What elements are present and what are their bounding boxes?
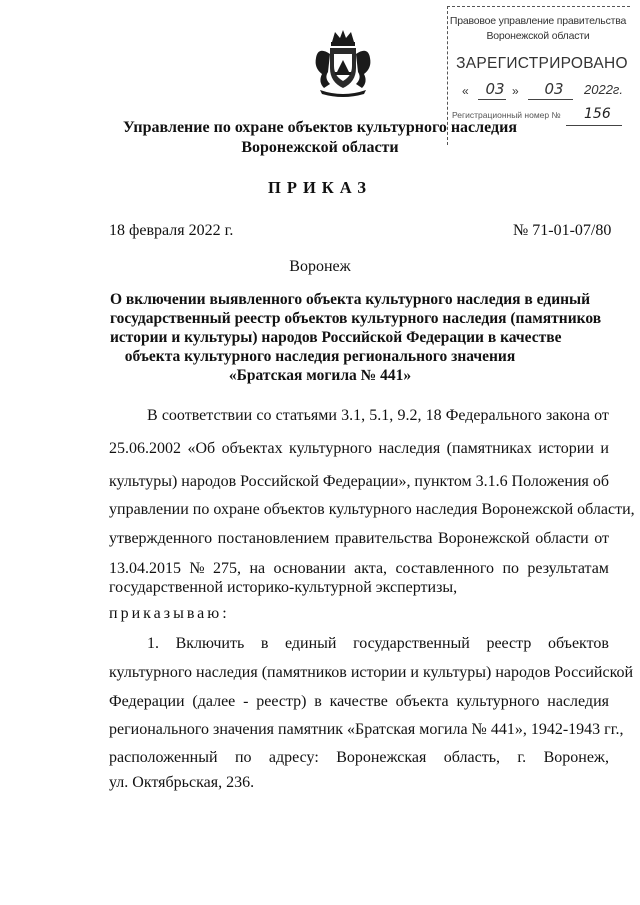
- word: 1.: [147, 635, 159, 652]
- body-line: управлении по охране объектов культурного наследия Воронежской области,: [109, 501, 635, 518]
- word: постановлением: [217, 530, 330, 547]
- word: Воронеж,: [543, 749, 609, 766]
- word: расположенный: [109, 749, 218, 766]
- word: качестве: [329, 693, 388, 710]
- item-line: регионального значения памятник «Братская могила № 441», 1942-1943 гг.,: [109, 721, 624, 738]
- body-line: [109, 405, 609, 427]
- word: на: [249, 560, 266, 577]
- word: единый: [285, 635, 337, 652]
- word: реестр): [256, 693, 307, 710]
- word: «Об: [187, 440, 216, 457]
- word: культурного: [289, 440, 373, 457]
- subject-line: О включении выявленного объекта культурного наследия в единый: [110, 291, 591, 308]
- word: составленного: [395, 560, 495, 577]
- word: в: [260, 635, 269, 652]
- word: -: [243, 693, 249, 710]
- word: 13.04.2015: [109, 560, 181, 577]
- word: 5.1,: [369, 407, 394, 424]
- word: результатам: [527, 560, 609, 577]
- word: объекта: [395, 693, 449, 710]
- subject-line: истории и культуры) народов Российской Федерации в качестве: [110, 329, 562, 346]
- stamp-quote-close: »: [512, 84, 519, 98]
- word: в: [314, 693, 322, 710]
- body-line: [109, 471, 609, 493]
- word: государственный: [353, 635, 470, 652]
- department-name-line1: Управление по охране объектов культурного наследия: [123, 119, 517, 136]
- word: наследия: [547, 693, 609, 710]
- word: от: [594, 407, 609, 424]
- item-line: [109, 633, 609, 655]
- word: по: [234, 749, 252, 766]
- word: объектах: [221, 440, 283, 457]
- order-city: Воронеж: [289, 258, 351, 275]
- word: №: [189, 560, 205, 577]
- body-line: государственной историко-культурной экспертизы,: [109, 579, 458, 596]
- word: В: [147, 407, 158, 424]
- coat-of-arms-emblem: [310, 28, 376, 98]
- order-word: приказываю:: [109, 605, 230, 622]
- subject-line: государственный реестр объектов культурного наследия (памятников: [110, 310, 602, 327]
- word: основании: [273, 560, 346, 577]
- item-line: культурного наследия (памятников истории и культуры) народов Российской: [109, 664, 634, 681]
- word: Федерации: [109, 693, 185, 710]
- word: утвержденного: [109, 530, 213, 547]
- word: г.: [517, 749, 527, 766]
- word: пунктом: [414, 473, 472, 490]
- stamp-day: 03: [485, 80, 505, 98]
- order-date: 18 февраля 2022 г.: [109, 222, 234, 239]
- item-line: [109, 691, 609, 713]
- word: Воронежская: [336, 749, 427, 766]
- word: по: [502, 560, 519, 577]
- item-line: ул. Октябрьская, 236.: [109, 774, 255, 791]
- order-number: № 71-01-07/80: [513, 222, 612, 239]
- word: и: [600, 440, 609, 457]
- department-name-line2: Воронежской области: [241, 139, 399, 156]
- word: 275,: [213, 560, 242, 577]
- word: об: [592, 473, 609, 490]
- word: статьями: [275, 407, 337, 424]
- subject-line: объекта культурного наследия регионального значения: [124, 348, 516, 365]
- stamp-quote-open: «: [462, 84, 469, 98]
- word: Российской: [240, 473, 319, 490]
- word: культурного: [456, 693, 540, 710]
- word: 3.1.6: [475, 473, 508, 490]
- word: реестр: [486, 635, 532, 652]
- word: Воронежской: [438, 530, 530, 547]
- word: культуры): [109, 473, 178, 490]
- word: 3.1,: [341, 407, 366, 424]
- word: адресу:: [268, 749, 319, 766]
- stamp-authority-line1: Правовое управление правительства: [449, 15, 627, 27]
- document-type-title: ПРИКАЗ: [268, 178, 372, 197]
- body-line: [109, 438, 609, 460]
- word: со: [256, 407, 272, 424]
- word: 9.2,: [397, 407, 422, 424]
- stamp-authority-line2: Воронежской области: [486, 30, 590, 42]
- word: наследия: [378, 440, 441, 457]
- word: правительства: [334, 530, 433, 547]
- item-line: [109, 747, 609, 769]
- word: народов: [181, 473, 237, 490]
- word: Федерального: [445, 407, 542, 424]
- stamp-registered-label: ЗАРЕГИСТРИРОВАНО: [456, 55, 628, 72]
- word: закона: [545, 407, 590, 424]
- stamp-day-underline: [478, 99, 506, 100]
- word: объектов: [547, 635, 609, 652]
- subject-line: «Братская могила № 441»: [228, 367, 412, 384]
- word: истории: [538, 440, 594, 457]
- stamp-reg-number-label: Регистрационный номер №: [452, 110, 561, 120]
- order-subject: [110, 290, 602, 385]
- word: области: [535, 530, 589, 547]
- stamp-reg-number-value: 156: [584, 106, 611, 122]
- word: Положения: [511, 473, 589, 490]
- word: Включить: [175, 635, 245, 652]
- word: область,: [443, 749, 501, 766]
- word: (далее: [192, 693, 236, 710]
- word: от: [594, 530, 609, 547]
- body-line: [109, 528, 609, 550]
- stamp-month-underline: [528, 99, 573, 100]
- stamp-year: 2022г.: [584, 82, 623, 97]
- word: Федерации»,: [322, 473, 411, 490]
- word: 25.06.2002: [109, 440, 181, 457]
- word: соответствии: [161, 407, 253, 424]
- word: 18: [425, 407, 442, 424]
- stamp-month: 03: [544, 80, 564, 98]
- word: акта,: [354, 560, 388, 577]
- word: (памятниках: [446, 440, 532, 457]
